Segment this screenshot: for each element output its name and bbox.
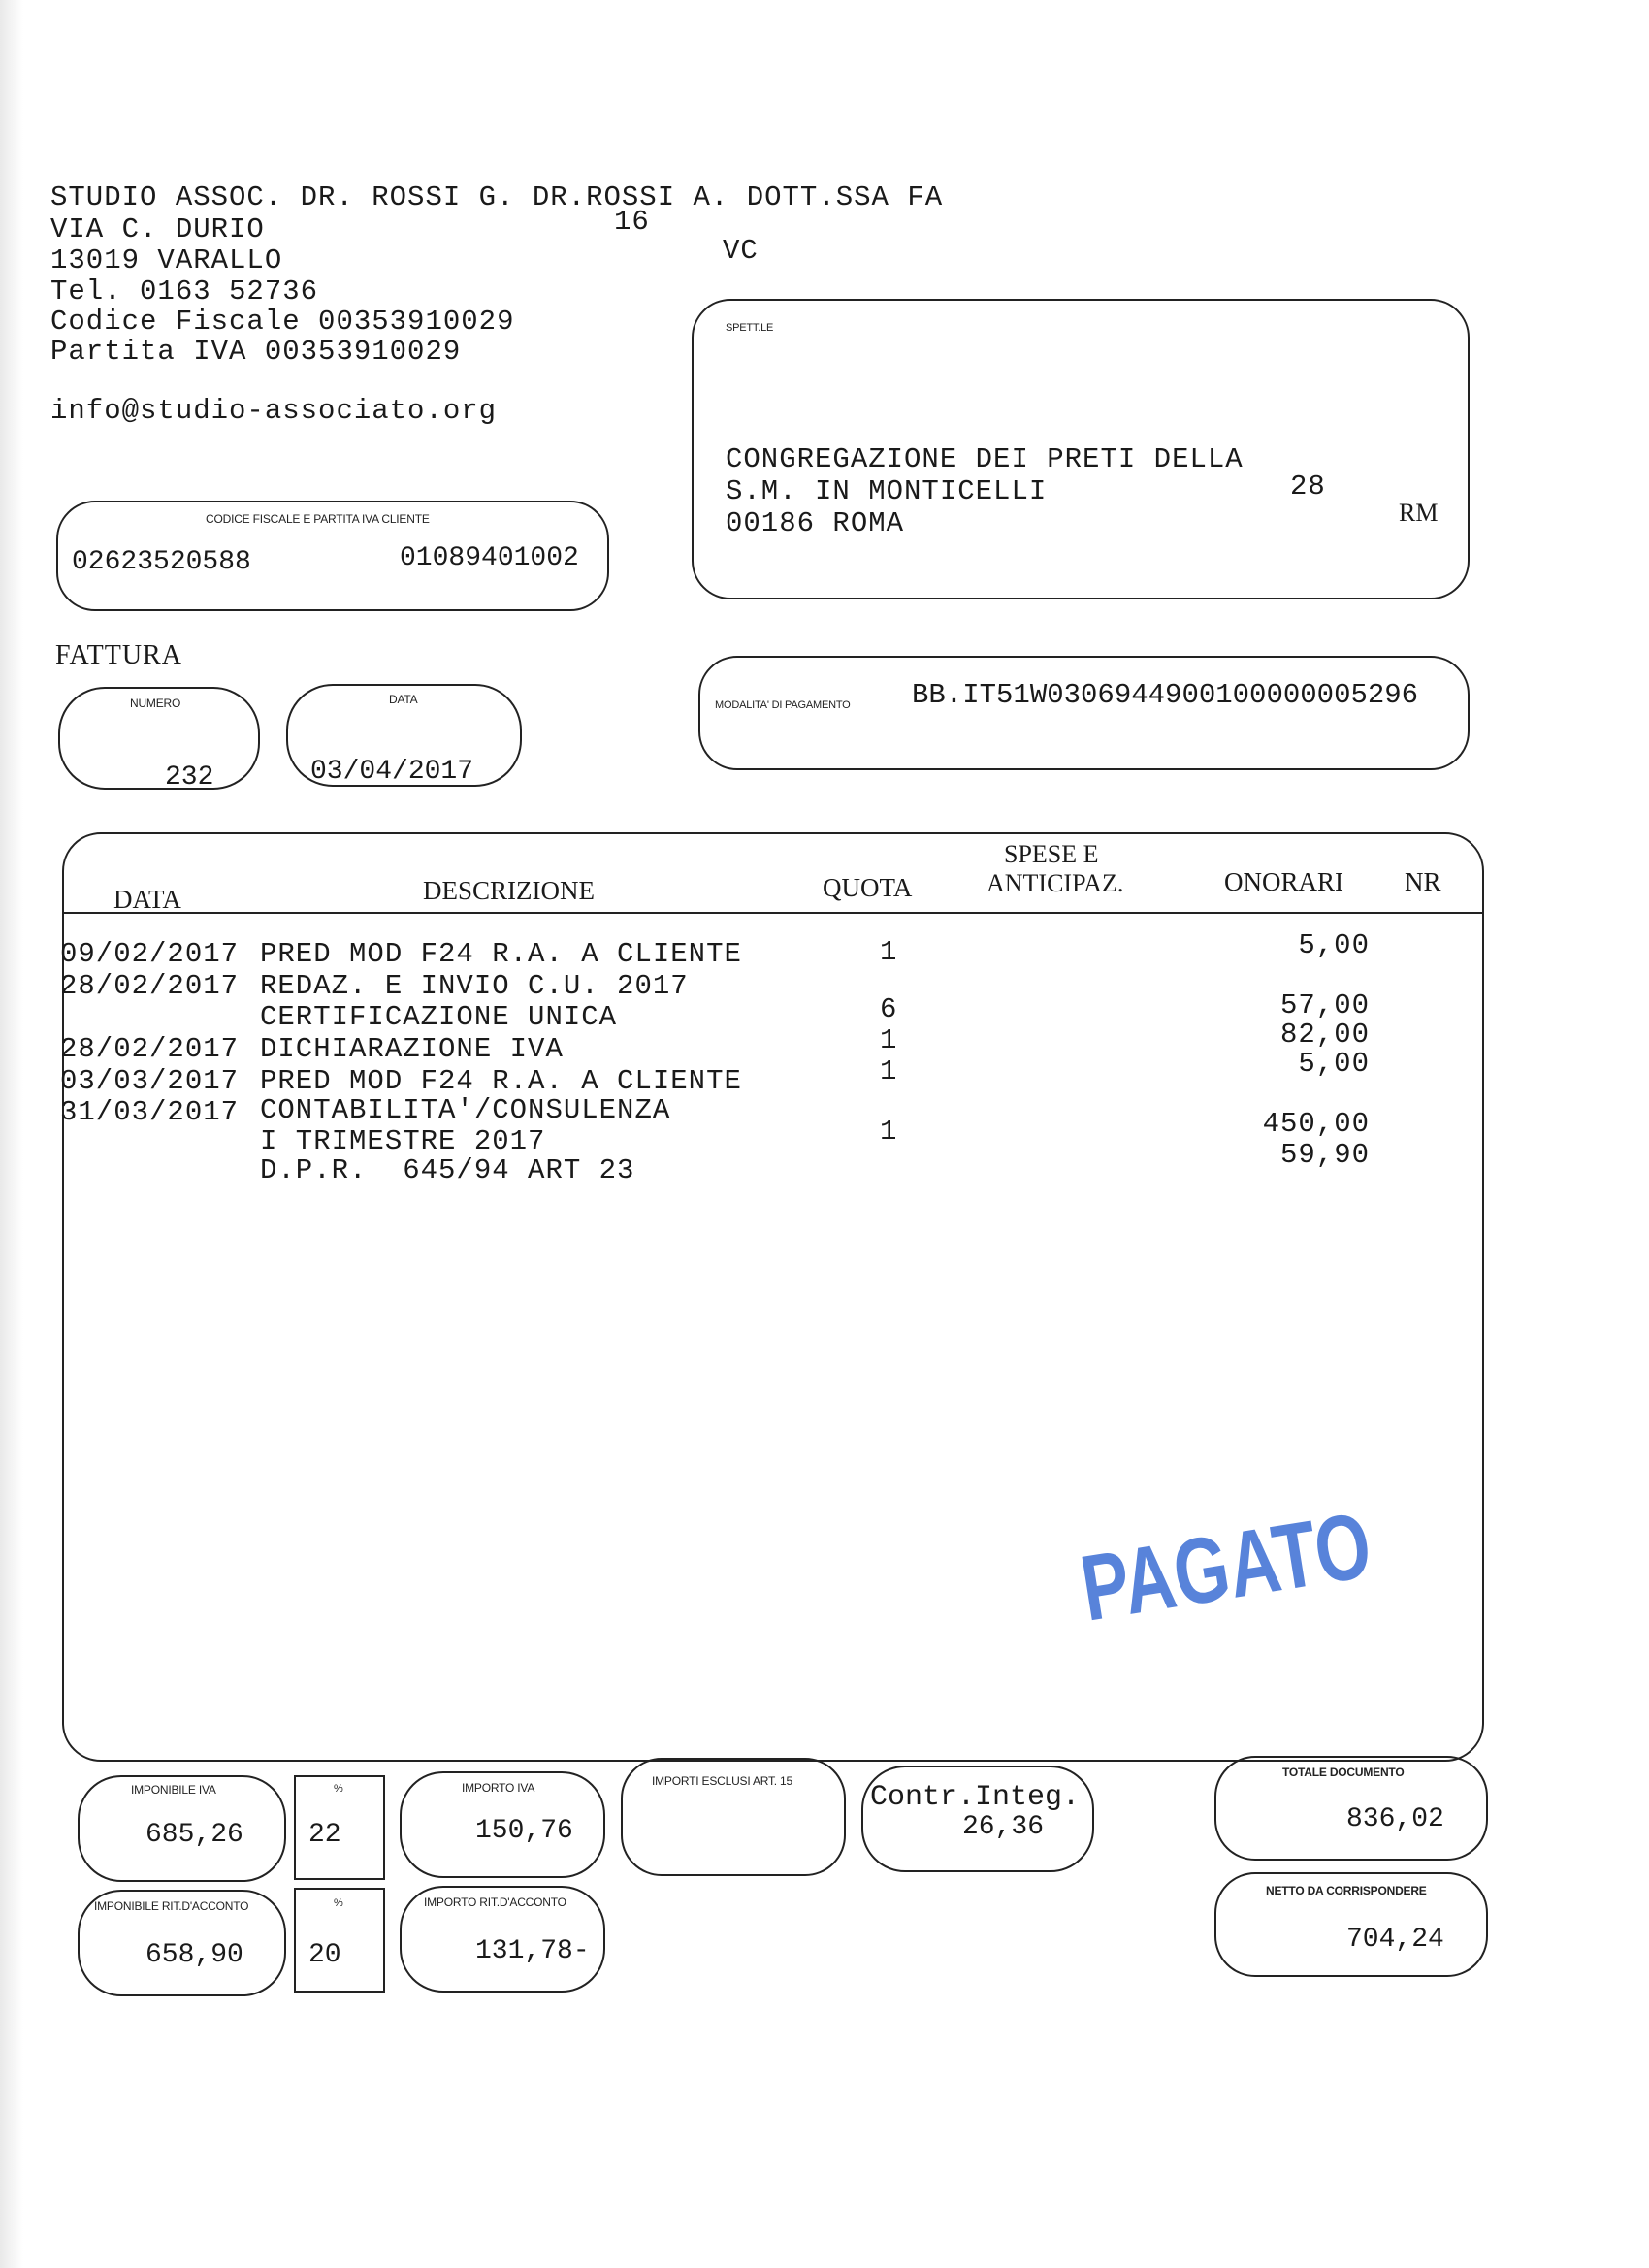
invoice-number: 232 — [165, 762, 214, 793]
issuer-city: 13019 VARALLO — [50, 244, 283, 276]
imponibile-rit-value: 658,90 — [146, 1940, 243, 1970]
row-6-date: 31/03/2017 — [60, 1096, 240, 1128]
row-4-description: DICHIARAZIONE IVA — [260, 1033, 564, 1065]
row-4-onorari: 82,00 — [1279, 1019, 1370, 1051]
issuer-email: info@studio-associato.org — [50, 395, 498, 427]
row-2-description: REDAZ. E INVIO C.U. 2017 — [260, 970, 689, 1002]
scan-edge — [0, 0, 23, 2268]
row-1-onorari: 5,00 — [1298, 929, 1370, 961]
recipient-line3: 00186 ROMA — [726, 507, 905, 539]
payment-label: MODALITA' DI PAGAMENTO — [715, 699, 851, 711]
row-7-quota: 1 — [880, 1116, 898, 1148]
importo-iva-label: IMPORTO IVA — [462, 1781, 535, 1795]
netto-label: NETTO DA CORRISPONDERE — [1266, 1884, 1427, 1897]
row-7-description: I TRIMESTRE 2017 — [260, 1125, 546, 1157]
row-7-onorari: 450,00 — [1262, 1108, 1370, 1140]
imponibile-iva-value: 685,26 — [146, 1820, 243, 1850]
imponibile-rit-label: IMPONIBILE RIT.D'ACCONTO — [94, 1899, 249, 1913]
row-3-onorari: 57,00 — [1279, 989, 1370, 1021]
payment-value: BB.IT51W0306944900100000005296 — [912, 679, 1419, 711]
row-6-description: CONTABILITA'/CONSULENZA — [260, 1094, 671, 1126]
recipient-line2: S.M. IN MONTICELLI — [726, 475, 1048, 507]
recipient-number: 28 — [1290, 470, 1326, 502]
client-codes-label: CODICE FISCALE E PARTITA IVA CLIENTE — [206, 512, 430, 526]
invoice-date: 03/04/2017 — [310, 757, 474, 787]
issuer-street: VIA C. DURIO — [50, 213, 265, 245]
issuer-vat: Partita IVA 00353910029 — [50, 336, 462, 368]
totale-documento-label: TOTALE DOCUMENTO — [1282, 1766, 1405, 1779]
issuer-street-number: 16 — [614, 206, 650, 238]
row-5-onorari: 5,00 — [1298, 1048, 1370, 1080]
row-4-quota: 1 — [880, 1024, 898, 1056]
invoice-date-label: DATA — [389, 693, 418, 706]
row-2-date: 28/02/2017 — [60, 970, 240, 1002]
col-header-description: DESCRIZIONE — [423, 876, 595, 905]
row-5-date: 03/03/2017 — [60, 1065, 240, 1097]
importi-esclusi-label: IMPORTI ESCLUSI ART. 15 — [652, 1774, 793, 1788]
iva-pct-value: 22 — [308, 1820, 341, 1850]
importo-rit-label: IMPORTO RIT.D'ACCONTO — [424, 1895, 566, 1909]
row-4-date: 28/02/2017 — [60, 1033, 240, 1065]
netto-value: 704,24 — [1346, 1925, 1444, 1955]
iva-pct-label: % — [334, 1783, 343, 1795]
row-5-quota: 1 — [880, 1055, 898, 1087]
payment-box — [698, 656, 1470, 770]
issuer-name: STUDIO ASSOC. DR. ROSSI G. DR.ROSSI A. DOTT.SSA FA — [50, 181, 944, 213]
row-3-description: CERTIFICAZIONE UNICA — [260, 1001, 618, 1033]
row-5-description: PRED MOD F24 R.A. A CLIENTE — [260, 1065, 742, 1097]
rit-pct-label: % — [334, 1897, 343, 1909]
table-header-divider — [62, 912, 1484, 914]
imponibile-iva-label: IMPONIBILE IVA — [131, 1783, 216, 1797]
invoice-title: FATTURA — [55, 640, 182, 670]
issuer-fiscal-code: Codice Fiscale 00353910029 — [50, 306, 515, 338]
recipient-line1: CONGREGAZIONE DEI PRETI DELLA — [726, 443, 1244, 475]
col-header-date: DATA — [113, 885, 181, 914]
recipient-province: RM — [1399, 499, 1439, 527]
col-header-spese-1: SPESE E — [1004, 840, 1099, 868]
col-header-quota: QUOTA — [823, 873, 913, 902]
row-1-date: 09/02/2017 — [60, 938, 240, 970]
col-header-nr: NR — [1405, 867, 1441, 896]
contr-integ-label: Contr.Integ. — [870, 1781, 1081, 1814]
importo-iva-value: 150,76 — [475, 1816, 573, 1846]
client-vat: 01089401002 — [400, 543, 579, 573]
row-8-description: D.P.R. 645/94 ART 23 — [260, 1154, 635, 1186]
row-3-quota: 6 — [880, 993, 898, 1025]
paid-stamp-text: PAGATO — [1074, 1478, 1470, 1641]
row-1-description: PRED MOD F24 R.A. A CLIENTE — [260, 938, 742, 970]
col-header-spese-2: ANTICIPAZ. — [986, 869, 1124, 897]
client-fiscal-code: 02623520588 — [72, 547, 251, 577]
issuer-phone: Tel. 0163 52736 — [50, 275, 319, 308]
col-header-onorari: ONORARI — [1224, 867, 1344, 896]
row-1-quota: 1 — [880, 936, 898, 968]
importo-rit-value: 131,78- — [475, 1936, 590, 1966]
invoice-number-label: NUMERO — [130, 697, 181, 710]
totale-documento-value: 836,02 — [1346, 1804, 1444, 1834]
recipient-label: SPETT.LE — [726, 322, 774, 334]
rit-pct-value: 20 — [308, 1940, 341, 1970]
row-8-onorari: 59,90 — [1279, 1139, 1370, 1171]
paid-stamp — [1072, 1473, 1470, 1641]
issuer-province: VC — [723, 235, 759, 267]
contr-integ-value: 26,36 — [962, 1812, 1045, 1842]
